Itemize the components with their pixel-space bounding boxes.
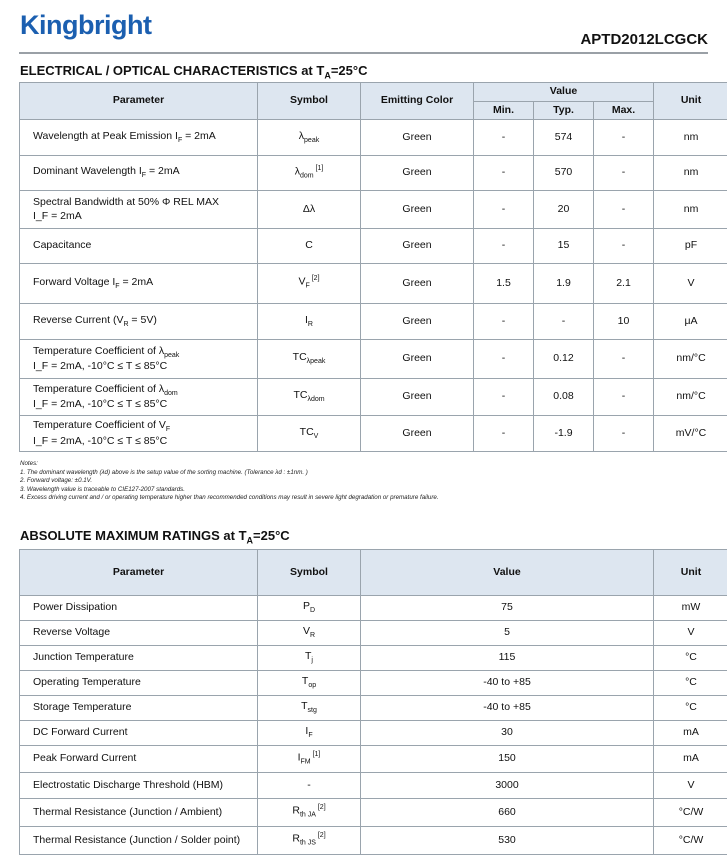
eo-min-cell: -	[474, 191, 534, 229]
amr-table-row	[20, 746, 727, 773]
amr-value-cell: 150	[361, 746, 654, 773]
eo-symbol-cell	[258, 120, 361, 156]
param-subscript: peak	[164, 351, 180, 359]
eo-header-parameter: Parameter	[20, 83, 258, 120]
amr-table-row	[20, 799, 727, 827]
param-subscript: dom	[164, 389, 178, 397]
amr-unit-cell: mW	[654, 596, 727, 621]
eo-characteristics-table	[19, 82, 727, 452]
eo-param-cell	[20, 120, 258, 156]
eo-symbol-cell	[258, 416, 361, 452]
amr-unit-cell: °C/W	[654, 827, 727, 855]
eo-typ-cell: 574	[534, 120, 594, 156]
symbol-subscript: F	[305, 282, 310, 290]
symbol-main: C	[305, 239, 313, 252]
amr-header-value: Value	[361, 550, 654, 596]
param-tail: = 2mA	[182, 129, 216, 142]
symbol-main: λ	[294, 165, 300, 178]
eo-max-cell: -	[594, 156, 654, 191]
note-item: 3. Wavelength value is traceable to CIE127-2007 standards.	[20, 485, 185, 493]
eo-header-min: Min.	[474, 102, 534, 120]
param-text: Temperature Coefficient of V	[33, 419, 166, 432]
amr-header-unit: Unit	[654, 550, 727, 596]
eo-header-value: Value	[474, 83, 654, 102]
eo-symbol-cell	[258, 304, 361, 340]
eo-max-cell: 2.1	[594, 264, 654, 304]
param-subscript: F	[141, 172, 147, 180]
amr-value-cell: 115	[361, 646, 654, 671]
eo-table-row	[20, 264, 727, 304]
eo-min-cell: -	[474, 120, 534, 156]
symbol-note-ref: [2]	[309, 275, 320, 283]
symbol-main: λ	[298, 129, 305, 142]
amr-param-cell: Peak Forward Current	[20, 746, 258, 773]
eo-color-cell: Green	[361, 416, 474, 452]
eo-header-emitting-color: Emitting Color	[361, 83, 474, 120]
eo-unit-cell: μA	[654, 304, 727, 340]
symbol-subscript: op	[308, 682, 317, 690]
eo-color-cell: Green	[361, 120, 474, 156]
param-line	[33, 196, 251, 209]
amr-symbol-cell	[258, 773, 361, 799]
eo-header-unit: Unit	[654, 83, 727, 120]
eo-max-cell: -	[594, 340, 654, 379]
eo-table-row	[20, 191, 727, 229]
symbol-main: I	[305, 313, 308, 326]
eo-unit-cell: nm	[654, 191, 727, 229]
symbol-subscript: R	[309, 632, 316, 640]
symbol-main: TC	[292, 351, 307, 364]
param-subscript: R	[123, 320, 129, 328]
param-condition: I_F = 2mA	[33, 209, 82, 222]
note-item: 4. Excess driving current and / or operating temperature higher than recommended conditions may result in severe light degradation or premature failure.	[20, 494, 439, 502]
amr-table-row	[20, 773, 727, 799]
symbol-main: V	[302, 625, 310, 638]
amr-symbol-cell	[258, 646, 361, 671]
eo-symbol-cell	[258, 191, 361, 229]
symbol-main: I	[297, 751, 301, 764]
eo-max-cell: -	[594, 120, 654, 156]
eo-symbol-cell	[258, 379, 361, 416]
param-subscript: F	[115, 282, 120, 290]
param-line	[33, 345, 251, 361]
amr-param-cell: Reverse Voltage	[20, 621, 258, 646]
param-line	[33, 314, 251, 330]
eo-param-cell	[20, 229, 258, 264]
eo-min-cell: -	[474, 416, 534, 452]
symbol-main: TC	[299, 425, 314, 438]
symbol-main: TC	[293, 389, 308, 402]
eo-min-cell: -	[474, 340, 534, 379]
amr-value-cell: 5	[361, 621, 654, 646]
symbol-note-ref: [2]	[315, 804, 326, 812]
eo-min-cell: -	[474, 229, 534, 264]
symbol-subscript: R	[307, 320, 313, 328]
eo-color-cell: Green	[361, 156, 474, 191]
eo-unit-cell: nm/°C	[654, 379, 727, 416]
eo-color-cell: Green	[361, 340, 474, 379]
amr-section-title: ABSOLUTE MAXIMUM RATINGS at $T_A=25^\circ C$	[20, 528, 290, 546]
eo-header-typ: Typ.	[534, 102, 594, 120]
param-text: Dominant Wavelength I	[33, 165, 142, 178]
amr-table-row	[20, 696, 727, 721]
amr-unit-cell: mA	[654, 746, 727, 773]
param-text: Forward Voltage I	[33, 275, 116, 288]
eo-section-title: ELECTRICAL / OPTICAL CHARACTERISTICS at $T_A=25^\circ C$	[20, 63, 368, 81]
eo-table-row	[20, 120, 727, 156]
eo-table-row	[20, 416, 727, 452]
eo-typ-cell: 570	[534, 156, 594, 191]
eo-min-cell: 1.5	[474, 264, 534, 304]
symbol-note-ref: [2]	[315, 832, 326, 840]
eo-color-cell: Green	[361, 264, 474, 304]
note-item: 2. Forward voltage: ±0.1V.	[20, 477, 93, 485]
symbol-subscript: th JA	[299, 811, 316, 819]
amr-unit-cell: °C/W	[654, 799, 727, 827]
param-text: Capacitance	[33, 239, 92, 252]
notes-block	[20, 460, 439, 503]
eo-typ-cell: -1.9	[534, 416, 594, 452]
amr-param-cell: Junction Temperature	[20, 646, 258, 671]
eo-unit-cell: nm	[654, 156, 727, 191]
eo-unit-cell: mV/°C	[654, 416, 727, 452]
eo-min-cell: -	[474, 304, 534, 340]
symbol-subscript: F	[308, 732, 313, 740]
eo-header-max: Max.	[594, 102, 654, 120]
symbol-main: I	[305, 725, 309, 738]
amr-table-row	[20, 621, 727, 646]
amr-table-row	[20, 596, 727, 621]
amr-param-cell: DC Forward Current	[20, 721, 258, 746]
param-condition: I_F = 2mA, -10°C ≤ T ≤ 85°C	[33, 398, 168, 411]
eo-param-cell	[20, 304, 258, 340]
param-text: Reverse Current (V	[33, 313, 124, 326]
eo-param-cell	[20, 191, 258, 229]
param-line	[33, 165, 251, 181]
param-tail: = 2mA	[146, 165, 180, 178]
eo-min-cell: -	[474, 156, 534, 191]
eo-unit-cell: pF	[654, 229, 727, 264]
amr-symbol-cell	[258, 799, 361, 827]
eo-typ-cell: 1.9	[534, 264, 594, 304]
amr-symbol-cell	[258, 696, 361, 721]
amr-symbol-cell	[258, 596, 361, 621]
amr-ratings-table	[19, 549, 727, 855]
eo-typ-cell: 20	[534, 191, 594, 229]
param-tail: = 2mA	[119, 275, 154, 288]
amr-value-cell: -40 to +85	[361, 671, 654, 696]
symbol-subscript: stg	[307, 707, 317, 715]
symbol-main: R	[292, 832, 300, 845]
symbol-main: -	[307, 778, 311, 791]
amr-header-parameter: Parameter	[20, 550, 258, 596]
param-subscript: F	[177, 136, 183, 144]
amr-param-cell: Storage Temperature	[20, 696, 258, 721]
amr-param-cell: Operating Temperature	[20, 671, 258, 696]
amr-value-cell: -40 to +85	[361, 696, 654, 721]
symbol-subscript: dom	[299, 172, 314, 180]
amr-unit-cell: mA	[654, 721, 727, 746]
amr-value-cell: 530	[361, 827, 654, 855]
amr-value-cell: 3000	[361, 773, 654, 799]
amr-value-cell: 660	[361, 799, 654, 827]
kingbright-logo: Kingbright	[20, 10, 152, 40]
amr-param-cell: Thermal Resistance (Junction / Solder point)	[20, 827, 258, 855]
eo-param-cell	[20, 379, 258, 416]
param-text: Wavelength at Peak Emission I	[33, 129, 178, 142]
param-text: Temperature Coefficient of λ	[33, 382, 165, 395]
symbol-subscript: V	[313, 432, 319, 440]
symbol-subscript: λpeak	[306, 358, 326, 366]
eo-typ-cell: 0.08	[534, 379, 594, 416]
eo-max-cell: -	[594, 191, 654, 229]
eo-table-row	[20, 379, 727, 416]
param-text: Spectral Bandwidth at 50% Φ REL MAX	[33, 196, 219, 209]
amr-param-cell: Power Dissipation	[20, 596, 258, 621]
eo-typ-cell: 0.12	[534, 340, 594, 379]
eo-table-row	[20, 229, 727, 264]
amr-header-symbol: Symbol	[258, 550, 361, 596]
eo-param-cell	[20, 156, 258, 191]
symbol-main: T	[301, 700, 308, 713]
eo-table-row	[20, 156, 727, 191]
eo-color-cell: Green	[361, 379, 474, 416]
eo-color-cell: Green	[361, 304, 474, 340]
symbol-subscript: λdom	[307, 396, 325, 404]
eo-max-cell: -	[594, 416, 654, 452]
symbol-main: Δλ	[302, 202, 316, 215]
symbol-main: T	[305, 650, 312, 663]
symbol-main: T	[301, 675, 309, 688]
amr-param-cell: Electrostatic Discharge Threshold (HBM)	[20, 773, 258, 799]
symbol-subscript: peak	[304, 136, 320, 144]
symbol-main: R	[292, 804, 300, 817]
eo-symbol-cell	[258, 340, 361, 379]
param-line	[33, 130, 251, 146]
symbol-main: V	[298, 275, 306, 288]
amr-symbol-cell	[258, 746, 361, 773]
param-tail: = 5V)	[128, 313, 157, 326]
symbol-note-ref: [1]	[313, 164, 324, 172]
eo-table-row	[20, 304, 727, 340]
symbol-subscript: j	[311, 657, 313, 665]
param-line	[33, 276, 251, 292]
amr-symbol-cell	[258, 827, 361, 855]
eo-min-cell: -	[474, 379, 534, 416]
symbol-note-ref: [1]	[310, 750, 321, 758]
note-item: 1. The dominant wavelength (λd) above is the setup value of the sorting machine. (Tolerance λd : ±1nm. )	[20, 468, 308, 476]
eo-header-symbol: Symbol	[258, 83, 361, 120]
amr-value-cell: 75	[361, 596, 654, 621]
amr-unit-cell: V	[654, 773, 727, 799]
amr-value-cell: 30	[361, 721, 654, 746]
eo-symbol-cell	[258, 264, 361, 304]
eo-unit-cell: nm/°C	[654, 340, 727, 379]
eo-unit-cell: nm	[654, 120, 727, 156]
param-line	[33, 419, 251, 435]
eo-max-cell: -	[594, 229, 654, 264]
eo-color-cell: Green	[361, 229, 474, 264]
symbol-subscript: FM	[300, 758, 311, 766]
amr-param-cell: Thermal Resistance (Junction / Ambient)	[20, 799, 258, 827]
eo-max-cell: -	[594, 379, 654, 416]
eo-param-cell	[20, 264, 258, 304]
amr-table-row	[20, 646, 727, 671]
param-subscript: F	[165, 426, 171, 434]
symbol-subscript: th JS	[299, 839, 316, 847]
param-condition: I_F = 2mA, -10°C ≤ T ≤ 85°C	[33, 434, 168, 447]
eo-unit-cell: V	[654, 264, 727, 304]
amr-symbol-cell	[258, 621, 361, 646]
eo-symbol-cell	[258, 229, 361, 264]
param-line	[33, 239, 251, 252]
eo-max-cell: 10	[594, 304, 654, 340]
eo-typ-cell: 15	[534, 229, 594, 264]
amr-table-row	[20, 671, 727, 696]
amr-unit-cell: °C	[654, 696, 727, 721]
amr-unit-cell: V	[654, 621, 727, 646]
amr-unit-cell: °C	[654, 671, 727, 696]
notes-title: Notes:	[20, 460, 38, 467]
param-line	[33, 383, 251, 399]
amr-table-row	[20, 827, 727, 855]
symbol-subscript: D	[309, 607, 316, 615]
header-divider	[19, 52, 708, 54]
eo-param-cell	[20, 416, 258, 452]
eo-symbol-cell	[258, 156, 361, 191]
eo-table-row	[20, 340, 727, 379]
amr-symbol-cell	[258, 671, 361, 696]
amr-unit-cell: °C	[654, 646, 727, 671]
amr-table-row	[20, 721, 727, 746]
param-text: Temperature Coefficient of λ	[33, 344, 165, 357]
part-number: APTD2012LCGCK	[580, 31, 708, 48]
amr-symbol-cell	[258, 721, 361, 746]
eo-typ-cell: -	[534, 304, 594, 340]
eo-color-cell: Green	[361, 191, 474, 229]
param-condition: I_F = 2mA, -10°C ≤ T ≤ 85°C	[33, 360, 168, 373]
symbol-main: P	[302, 600, 310, 613]
eo-param-cell	[20, 340, 258, 379]
